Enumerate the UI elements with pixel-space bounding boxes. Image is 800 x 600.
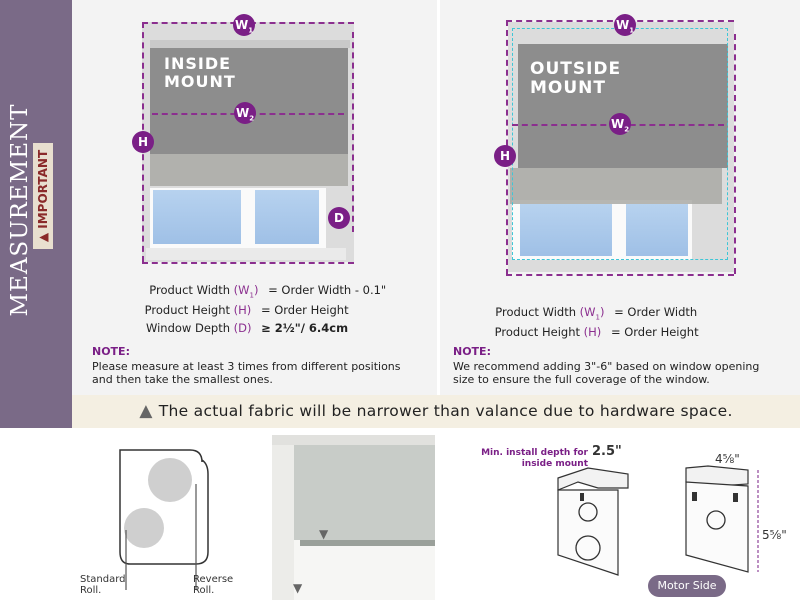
outside-w2-marker: $W_2$	[609, 113, 631, 135]
outside-w1-marker: $W_1$	[614, 14, 636, 36]
reverse-roll-label: Reverse Roll.	[193, 574, 234, 596]
outside-mount-label: OUTSIDE MOUNT	[530, 59, 622, 98]
inside-note-body: Please measure at least 3 times from different positions and then take the smallest ones.	[92, 360, 401, 386]
inside-shade-bottom	[150, 154, 348, 186]
width-dimension: 4⅝"	[715, 452, 740, 466]
inside-spec-width: Product Width $(W_1)$ = Order Width - 0.1"	[149, 283, 387, 300]
valance-front	[292, 445, 435, 540]
inside-spec-depth: Window Depth (D) ≥ 2½"/ 6.4cm	[145, 321, 349, 335]
depth-dimension: 2.5"	[592, 444, 622, 459]
standard-roll-label: Standard Roll.	[80, 574, 126, 596]
inside-spec-height: Product Height (H) = Order Height	[144, 303, 349, 317]
warning-band	[72, 395, 800, 428]
outside-note-label: NOTE:	[453, 345, 491, 358]
inside-h-marker: H	[132, 131, 154, 153]
inside-w1-marker: $W_1$	[233, 14, 255, 36]
outside-note-body: We recommend adding 3"-6" based on window opening size to ensure the full coverage of the window.	[453, 360, 760, 386]
sidebar-title: MEASUREMENT	[7, 103, 33, 317]
important-badge	[33, 143, 53, 249]
inside-glass-right	[255, 190, 319, 244]
outside-dash-right	[734, 34, 736, 274]
arrow-down-icon: ▼	[319, 527, 329, 541]
valance-photo	[272, 435, 435, 600]
inside-w2-marker: $W_2$	[234, 102, 256, 124]
inside-sill	[146, 248, 346, 260]
inside-recess-top	[150, 40, 350, 48]
warning-message	[72, 395, 800, 428]
inside-dash-bottom	[142, 262, 354, 264]
panel-divider	[437, 0, 440, 395]
outside-spec-height: Product Height (H) = Order Height	[494, 325, 699, 339]
warning-text: The actual fabric will be narrower than valance due to hardware space.	[158, 402, 733, 420]
inside-mount-label: INSIDE MOUNT	[164, 54, 236, 91]
warning-icon: ▲	[139, 401, 153, 421]
fabric-side	[272, 445, 294, 600]
warning-icon: ▲	[36, 228, 50, 243]
motor-side-badge: Motor Side	[648, 575, 726, 597]
important-badge-label: IMPORTANT	[36, 149, 50, 229]
arrow-down-icon: ▼	[293, 581, 303, 595]
outside-spec-width: Product Width $(W_1)$ = Order Width	[495, 305, 698, 322]
inside-bracket-icon	[548, 460, 638, 590]
outside-bracket-icon	[678, 460, 768, 580]
height-dimension: 5⅝"	[762, 528, 787, 542]
outside-h-marker: H	[494, 145, 516, 167]
inside-glass-left	[153, 190, 241, 244]
inside-dash-right	[352, 32, 354, 232]
inside-note-label: NOTE:	[92, 345, 130, 358]
inside-d-marker: D	[328, 207, 350, 229]
min-depth-label: Min. install depth for inside mount	[481, 448, 588, 469]
outside-dash-bottom	[506, 274, 734, 276]
